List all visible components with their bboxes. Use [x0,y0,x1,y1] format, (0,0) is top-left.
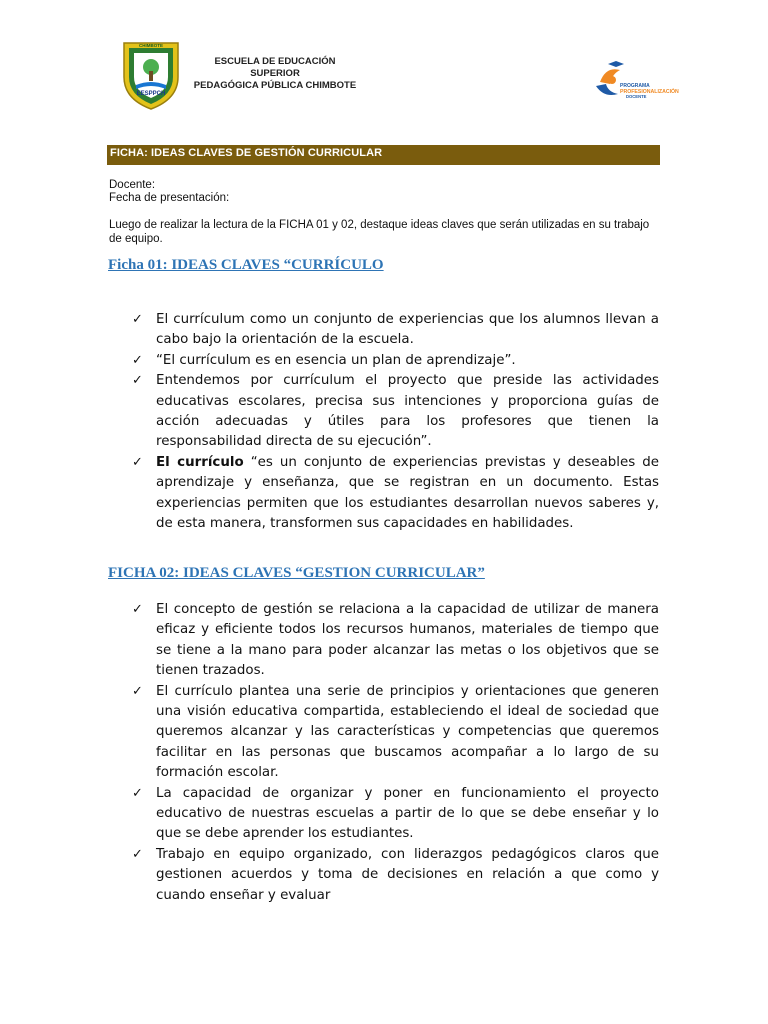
program-line3: DOCENTE [626,94,647,99]
list-item: ✓ “El currículum es en esencia un plan de aprendizaje”. [132,351,659,371]
check-icon: ✓ [132,373,143,389]
check-icon: ✓ [132,312,143,327]
ficha-title: FICHA: IDEAS CLAVES DE GESTIÓN CURRICULAR [110,147,383,159]
section2-list [132,600,659,906]
list-item: ✓ El currículo “es un conjunto de experiencias previstas y deseables de aprendizaje y enseñanza, que se registran en un documento. Estas experiencias permiten que los estudiantes desarrollan nuevos saberes y, de esta manera, transformen sus capacidades en habilidades. [132,454,659,532]
school-crest-logo [120,37,182,111]
section1-title: Ficha 01: IDEAS CLAVES “CURRÍCULO [108,257,384,273]
school-name-line1: ESCUELA DE EDUCACIÓN SUPERIOR [214,56,336,79]
crest-label: EESPPCH [136,91,166,97]
section1-list [132,310,659,534]
crest-top-text: CHIMBOTE [139,43,163,48]
section2-title: FICHA 02: IDEAS CLAVES “GESTION CURRICULAR” [108,565,485,581]
check-icon: ✓ [132,846,143,862]
check-icon: ✓ [132,352,143,368]
check-icon: ✓ [132,785,143,801]
ficha-title-bar [107,145,660,165]
check-icon: ✓ [132,683,143,699]
list-item: ✓ El currículum como un conjunto de experiencias que los alumnos llevan a cabo bajo la orientación de la escuela. [132,312,659,348]
bold-term: El currículo [156,454,244,470]
list-item: ✓ El currículo plantea una serie de principios y orientaciones que generen una visión educativa compartida, estableciendo el ideal de sociedad que queremos alcanzar y las características y competencias que queremos facilitar en las personas que buscamos acompañar a lo largo de su formación escolar. [132,683,659,781]
check-icon: ✓ [132,602,143,617]
program-logo [592,60,679,106]
program-line1: PROGRAMA [620,83,650,89]
list-item: ✓ La capacidad de organizar y poner en funcionamiento el proyecto educativo de nuestras escuelas a partir de lo que se debe enseñar y lo que se debe aprender los estudiantes. [132,785,659,842]
list-item: ✓ Trabajo en equipo organizado, con liderazgos pedagógicos claros que gestionen acuerdos y toma de decisiones en relación a que como y cuando enseñar y evaluar [132,846,659,903]
program-line2: PROFESIONALIZACIÓN [620,89,679,95]
list-item: ✓ El concepto de gestión se relaciona a la capacidad de utilizar de manera eficaz y eficiente todos los recursos humanos, materiales de tiempo que se tiene a la mano para poder alcanzar las metas o los objetivos que se tienen trazados. [132,602,659,679]
docente-label: Docente: [109,179,156,191]
school-name-line2: PEDAGÓGICA PÚBLICA CHIMBOTE [193,80,357,91]
list-item: ✓ Entendemos por currículum el proyecto que preside las actividades educativas escolares, precisa sus intenciones y proporciona guías de acción adecuadas y útiles para los profesores que tienen la responsabilidad directa de su ejecución”. [132,373,659,450]
intro-paragraph: Luego de realizar la lectura de la FICHA 01 y 02, destaque ideas claves que serán utilizadas en su trabajo de equipo. [109,219,650,245]
school-name [190,56,360,92]
fecha-label: Fecha de presentación: [109,192,230,204]
check-icon: ✓ [132,454,143,470]
